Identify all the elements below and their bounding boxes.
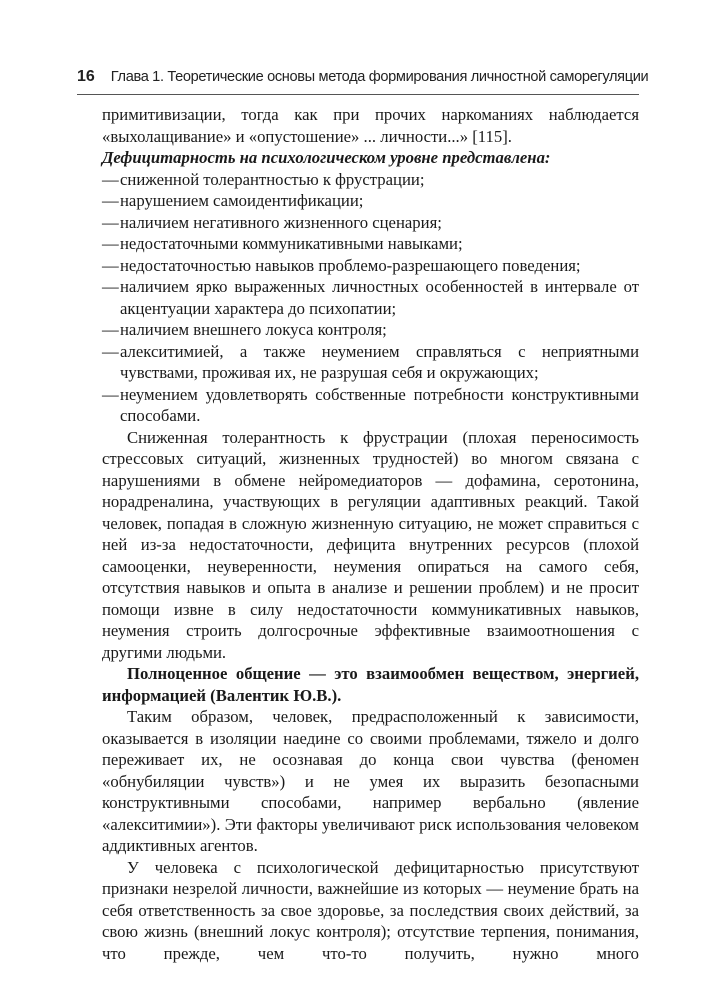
list-item: — неумением удовлетворять собственные потребности конструктивными способами. — [102, 384, 639, 425]
paragraph-frustration: Сниженная толерантность к фрустрации (плохая переносимость стрессовых ситуаций, жизненных трудностей) во многом связана с нарушениями в обмене нейромедиаторов — дофамина, серотонина, норадреналина, участвующих в регуляции адаптивных реакций. Такой человек, попадая в сложную жизненную ситуацию, не может справиться с ней из-за недостаточности, дефицита внутренних ресурсов (плохой самооценки, неуверенности, неумения опираться на самого себя, отсутствия навыков и опыта в анализе и решении проблем) и не просит помощи извне в силу недостаточности коммуникативных навыков, неумения строить долгосрочные эффективные взаимоотношения с другими людьми. — [102, 427, 639, 662]
dash-marker: — — [102, 169, 119, 189]
bold-quote: Полноценное общение — это взаимообмен веществом, энергией, информацией (Валентик Ю.В.). — [102, 664, 639, 705]
dash-marker: — — [102, 277, 119, 296]
list-item: — нарушением самоидентификации; — [102, 191, 364, 210]
paragraph-immature-personality: У человека с психологической дефицитарностью присутствуют признаки незрелой личности, важнейшие из которых — неумение брать на себя ответственность за свое здоровье, за последствия своих действий, за свою жизнь (внешний локус контроля); отсутствие терпения, понимания, что прежде, чем что-то получить, нужно много — [102, 857, 639, 963]
dash-marker: — — [102, 341, 119, 361]
list-item: — наличием внешнего локуса контроля; — [102, 320, 387, 339]
list-item: — алекситимией, а также неумением справляться с неприятными чувствами, проживая их, не разрушая себя и окружающих; — [102, 341, 639, 382]
list-item: — недостаточностью навыков проблемо-разрешающего поведения; — [102, 255, 581, 275]
page-body — [102, 104, 639, 964]
running-header — [77, 68, 649, 86]
dash-marker: — — [102, 191, 119, 210]
dash-marker: — — [102, 212, 119, 232]
deficit-list — [102, 169, 639, 427]
list-item: — наличием ярко выраженных личностных особенностей в интервале от акцентуации характера до психопатии; — [102, 277, 639, 318]
dash-marker: — — [102, 384, 119, 404]
list-item: — наличием негативного жизненного сценария; — [102, 212, 442, 232]
list-item: — сниженной толерантностью к фрустрации; — [102, 169, 425, 189]
dash-marker: — — [102, 234, 119, 253]
dash-marker: — — [102, 255, 119, 275]
subheading: Дефицитарность на психологическом уровне представлена: — [102, 148, 551, 167]
running-title: Глава 1. Теоретические основы метода формирования личностной саморегуляции — [110, 69, 649, 85]
list-item: — недостаточными коммуникативными навыками; — [102, 234, 463, 253]
continuation-paragraph: примитивизации, тогда как при прочих наркоманиях наблюдается «выхолащивание» и «опустошение» ... личности...» [115]. — [102, 105, 639, 146]
page-number: 16 — [77, 68, 95, 85]
header-rule — [77, 94, 639, 95]
paragraph-isolation: Таким образом, человек, предрасположенный к зависимости, оказывается в изоляции наедине со своими проблемами, тяжело и долго переживает их, не осознавая до конца свои чувства (феномен «обнубиляции чувств») и не умея их выразить безопасными конструктивными способами, например вербально (явление «алекситимии»). Эти факторы увеличивают риск использования человеком аддиктивных агентов. — [102, 707, 639, 855]
dash-marker: — — [102, 320, 119, 339]
